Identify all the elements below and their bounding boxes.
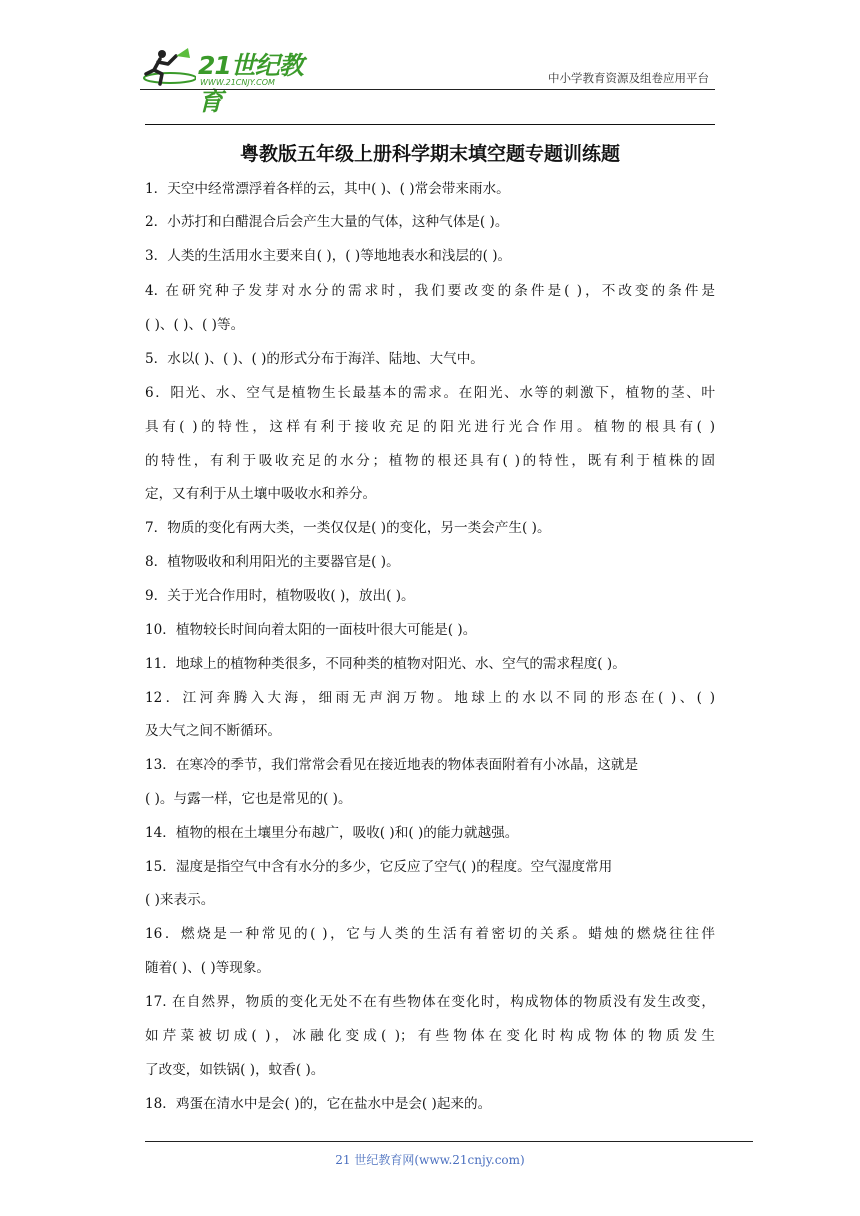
platform-label: 中小学教育资源及组卷应用平台 [548,71,709,85]
question-line: 17. 在自然界，物质的变化无处不在有些物体在变化时，构成物体的物质没有发生改变， [145,994,715,1010]
question-line: 具有( )的特性，这样有利于接收充足的阳光进行光合作用。植物的根具有( ) [145,419,715,435]
question-line: 了改变，如铁锅( )，蚊香( )。 [145,1062,325,1078]
logo-text: 21世纪教育 [198,51,303,116]
question-line: 4. 在研究种子发芽对水分的需求时，我们要改变的条件是( )，不改变的条件是 [145,283,715,299]
question-line: 定，又有利于从土壤中吸收水和养分。 [145,486,377,502]
footer-link[interactable]: 21 世纪教育网(www.21cnjy.com) [335,1153,525,1167]
question-line: 18．鸡蛋在清水中是会( )的，它在盐水中是会( )起来的。 [145,1096,492,1112]
question-line: 13．在寒冷的季节，我们常常会看见在接近地表的物体表面附着有小冰晶，这就是 [145,757,639,773]
header-divider [140,89,715,90]
page-title: 粤教版五年级上册科学期末填空题专题训练题 [239,143,620,165]
question-line: 9．关于光合作用时，植物吸收( )，放出( )。 [145,588,415,604]
question-line: 15．湿度是指空气中含有水分的多少，它反应了空气( )的程度。空气湿度常用 [145,859,613,875]
logo-url: WWW.21CNJY.COM [200,78,275,87]
title-divider [145,124,715,125]
question-line: 及大气之间不断循环。 [145,723,281,739]
question-line: 12．江河奔腾入大海，细雨无声润万物。地球上的水以不同的形态在( )、( ) [145,690,715,706]
question-line: 的特性，有利于吸收充足的水分；植物的根还具有( )的特性，既有利于植株的固 [145,453,715,469]
question-line: 14．植物的根在土壤里分布越广，吸收( )和( )的能力就越强。 [145,825,519,841]
question-line: 2．小苏打和白醋混合后会产生大量的气体，这种气体是( )。 [145,214,509,230]
question-line: 7．物质的变化有两大类，一类仅仅是( )的变化，另一类会产生( )。 [145,520,551,536]
question-line: 5．水以( )、( )、( )的形式分布于海洋、陆地、大气中。 [145,351,484,367]
question-line: 3．人类的生活用水主要来自( )，( )等地地表水和浅层的( )。 [145,248,512,264]
footer-divider [145,1141,753,1142]
question-line: 如芹菜被切成( )，冰融化变成( )；有些物体在变化时构成物体的物质发生 [145,1028,715,1044]
question-line: 1．天空中经常漂浮着各样的云，其中( )、( )常会带来雨水。 [145,181,510,197]
question-line: ( )来表示。 [145,892,215,908]
question-line: ( )、( )、( )等。 [145,317,245,333]
page-header [140,44,715,116]
site-logo [140,44,320,116]
question-line: ( )。与露一样，它也是常见的( )。 [145,791,352,807]
question-line: 16．燃烧是一种常见的( )，它与人类的生活有着密切的关系。蜡烛的燃烧往往伴 [145,926,715,942]
question-line: 10．植物较长时间向着太阳的一面枝叶很大可能是( )。 [145,622,477,638]
question-line: 随着( )、( )等现象。 [145,960,271,976]
question-line: 11．地球上的植物种类很多，不同种类的植物对阳光、水、空气的需求程度( )。 [145,656,626,672]
question-line: 6．阳光、水、空气是植物生长最基本的需求。在阳光、水等的刺激下，植物的茎、叶 [145,385,715,401]
question-line: 8．植物吸收和利用阳光的主要器官是( )。 [145,554,400,570]
runner-logo-icon [140,44,196,88]
